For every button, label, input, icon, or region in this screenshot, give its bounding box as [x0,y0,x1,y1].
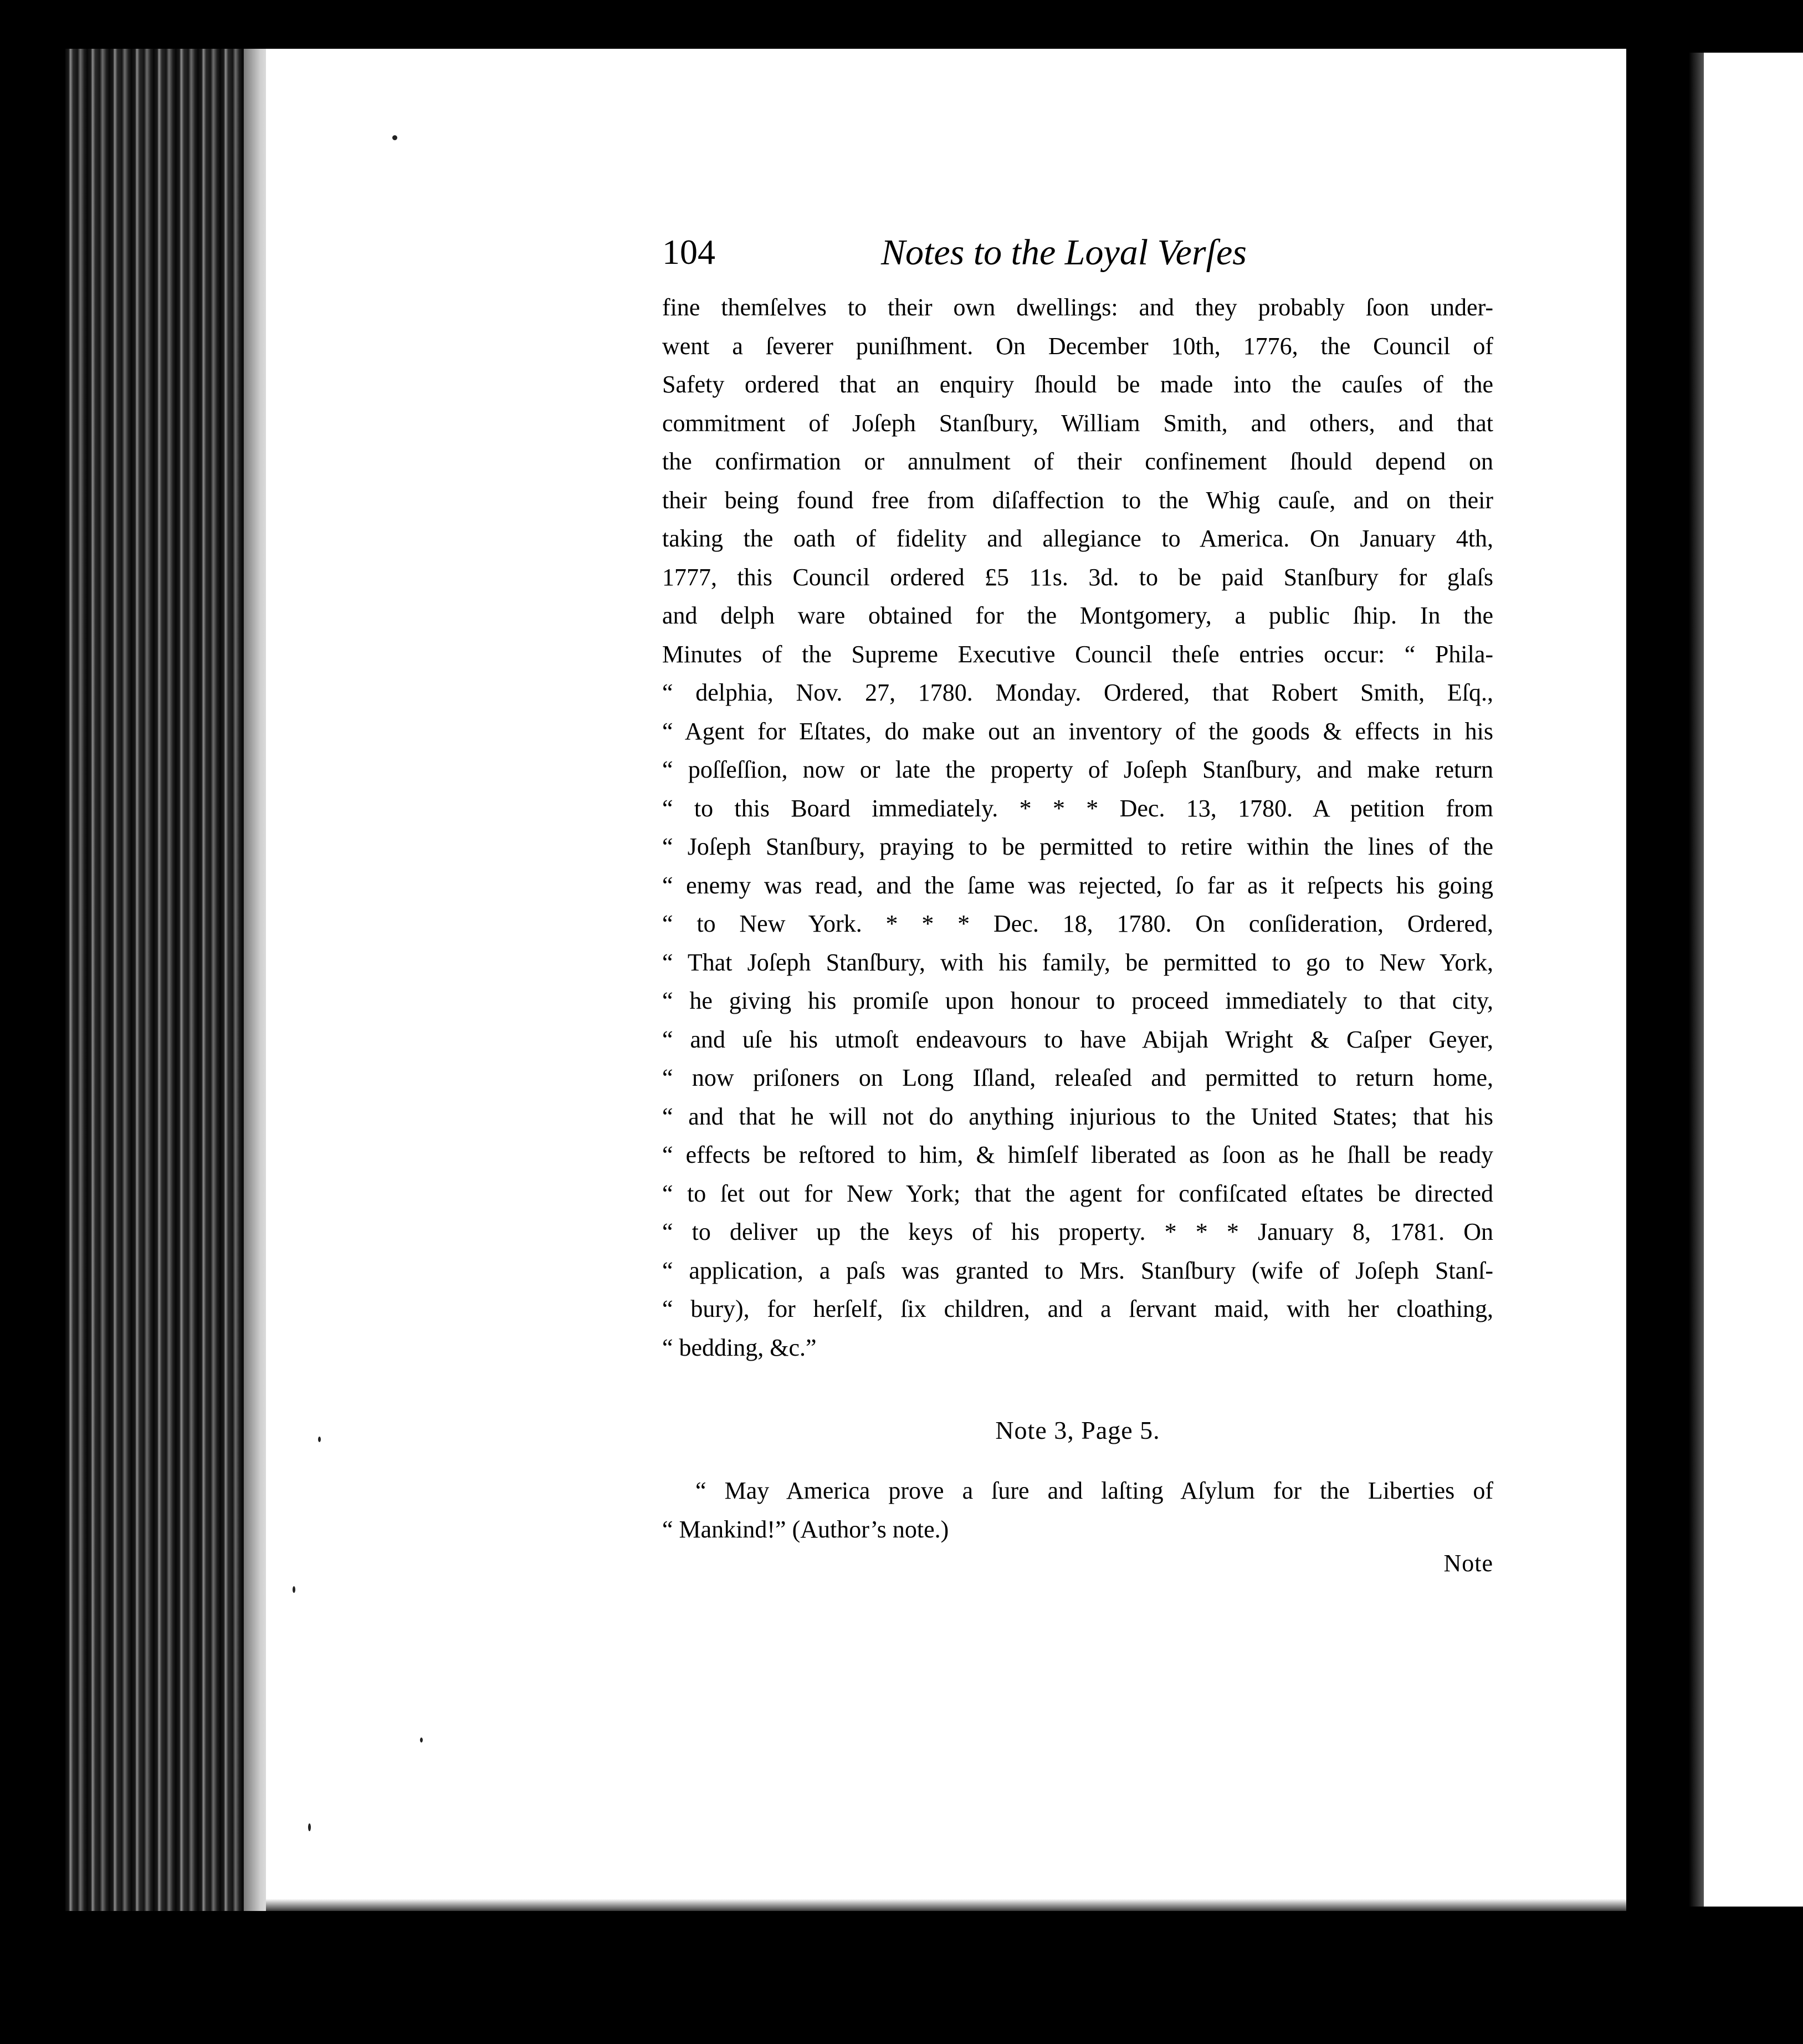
text-line: “ bedding, &c.” [662,1333,817,1361]
page-speck [308,1823,311,1831]
running-title: Notes to the Loyal Verſes [881,232,1247,273]
text-line: Safety ordered that an enquiry ſhould be made into the cauſes of the [662,371,1493,398]
text-line: “ delphia, Nov. 27, 1780. Monday. Ordered, that Robert Smith, Eſq., [662,679,1493,706]
quote-line: “ Mankind!” (Author’s note.) [662,1515,949,1543]
note-heading: Note 3, Page 5. [995,1416,1160,1444]
text-line: “ and that he will not do anything injurious to the United States; that his [662,1102,1493,1130]
quote-block [662,1471,1493,1549]
quote-line: “ May America prove a ſure and laſting Aſylum for the Liberties of [695,1477,1493,1504]
body-text [662,288,1493,1367]
text-line: their being found free from diſaffection to the Whig cauſe, and on their [662,486,1493,514]
text-line: “ he giving his promiſe upon honour to proceed immediately to that city, [662,987,1493,1014]
text-line: “ to ſet out for New York; that the agent for confiſcated eſtates be directed [662,1179,1493,1207]
page-speck [318,1437,321,1442]
text-line: Minutes of the Supreme Executive Council theſe entries occur: “ Phila- [662,640,1493,668]
book-page-edges [65,49,272,1911]
text-line: “ enemy was read, and the ſame was rejected, ſo far as it reſpects his going [662,871,1493,899]
page-speck [392,135,397,140]
right-page-gutter [1689,53,1704,1907]
text-line: “ poſſeſſion, now or late the property of Joſeph Stanſbury, and make return [662,756,1493,783]
catchword: Note [1443,1550,1493,1577]
page-number: 104 [662,232,715,272]
text-line: “ Agent for Eſtates, do make out an inventory of the goods & effects in his [662,717,1493,745]
text-line: “ and uſe his utmoſt endeavours to have Abijah Wright & Caſper Geyer, [662,1025,1493,1053]
text-line: “ now priſoners on Long Iſland, releaſed and permitted to return home, [662,1064,1493,1091]
text-line: and delph ware obtained for the Montgomery, a public ſhip. In the [662,602,1493,629]
page-speck [420,1738,423,1742]
text-line: “ effects be reſtored to him, & himſelf liberated as ſoon as he ſhall be ready [662,1141,1493,1168]
page-speck [293,1586,295,1593]
text-line: taking the oath of fidelity and allegiance to America. On January 4th, [662,525,1493,552]
text-line: “ to New York. * * * Dec. 18, 1780. On conſideration, Ordered, [662,910,1493,937]
text-line: “ to deliver up the keys of his property. * * * January 8, 1781. On [662,1218,1493,1245]
text-line: “ to this Board immediately. * * * Dec. 13, 1780. A petition from [662,794,1493,822]
text-line: 1777, this Council ordered £5 11s. 3d. to be paid Stanſbury for glaſs [662,563,1493,591]
adjacent-page [1704,53,1803,1907]
text-line: the confirmation or annulment of their confinement ſhould depend on [662,448,1493,475]
page-header [662,232,1493,293]
text-line: fine themſelves to their own dwellings: and they probably ſoon under- [662,294,1493,321]
text-line: “ application, a paſs was granted to Mrs. Stanſbury (wife of Joſeph Stanſ- [662,1256,1493,1284]
text-line: went a ſeverer puniſhment. On December 10th, 1776, the Council of [662,332,1493,360]
page-bottom-shadow [266,1899,1626,1911]
text-line: commitment of Joſeph Stanſbury, William Smith, and others, and that [662,409,1493,437]
text-line: “ bury), for herſelf, ſix children, and a ſervant maid, with her cloathing, [662,1295,1493,1322]
text-line: “ Joſeph Stanſbury, praying to be permitted to retire within the lines of the [662,833,1493,860]
text-line: “ That Joſeph Stanſbury, with his family, be permitted to go to New York, [662,948,1493,976]
